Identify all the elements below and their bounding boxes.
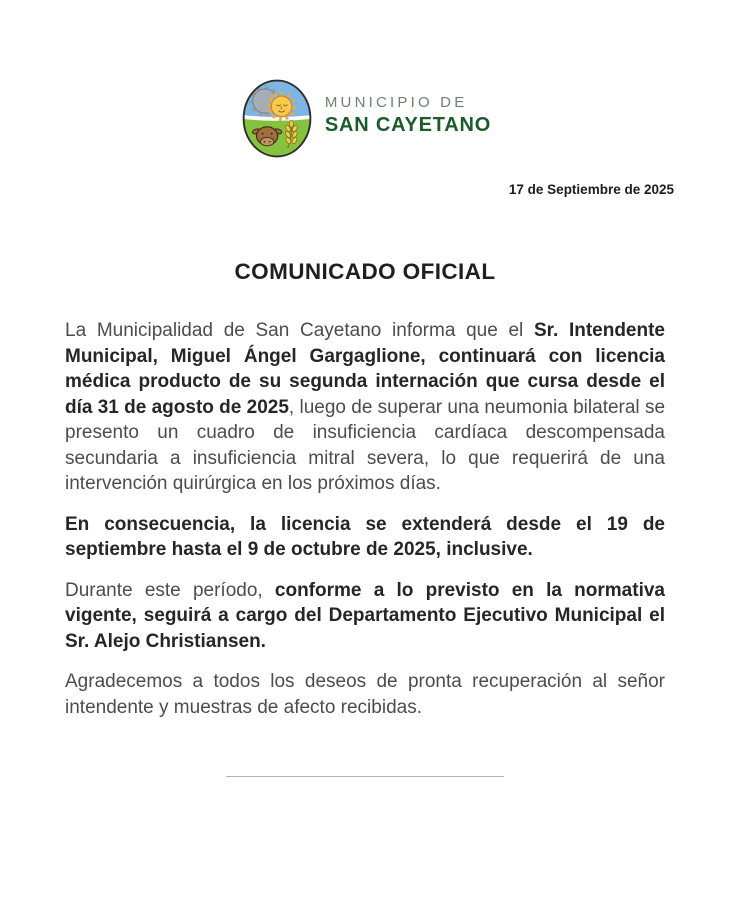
logo-municipio-de-label: MUNICIPIO DE (324, 94, 468, 111)
paragraph-bold-text: conforme a lo previsto en la normativa vigente, seguirá a cargo del Departamento Ejecutivo Municipal el Sr. Alejo Christiansen. (65, 579, 665, 652)
paragraph-bold-text: En consecuencia, la licencia se extenderá desde el 19 de septiembre hasta el 9 de octubre de 2025, inclusive. (65, 513, 665, 560)
paragraph-text: La Municipalidad de San Cayetano informa que el (65, 320, 534, 341)
logo-wordmark (325, 94, 491, 137)
logo-san-cayetano-label: SAN CAYETANO (324, 114, 492, 136)
paragraph-text: Agradecemos a todos los deseos de pronta recuperación al señor intendente y muestras de afecto recibidas. (65, 671, 665, 718)
paragraph-text: , luego de superar una neumonia bilateral se presento un cuadro de insuficiencia cardíaca descompensada secundaria a insuficiencia mitral severa, lo que requerirá de una intervención quirúrgica en los próximos días. (65, 396, 666, 494)
body-paragraph (65, 669, 665, 720)
body-paragraph (65, 578, 665, 655)
document-date: 17 de Septiembre de 2025 (508, 182, 674, 197)
municipal-crest-icon (239, 76, 315, 161)
document-title: COMUNICADO OFICIAL (234, 259, 496, 284)
municipality-logo (0, 0, 730, 161)
footer-divider-line (226, 776, 504, 777)
paragraph-bold-text: Sr. Intendente Municipal, Miguel Ángel Gargaglione, continuará con licencia médica producto de su segunda internación que cursa desde el día 31 de agosto de 2025 (65, 320, 665, 418)
document-body (65, 318, 665, 720)
paragraph-text: Durante este período, (65, 579, 275, 601)
body-paragraph (65, 318, 665, 497)
body-paragraph (65, 512, 665, 563)
